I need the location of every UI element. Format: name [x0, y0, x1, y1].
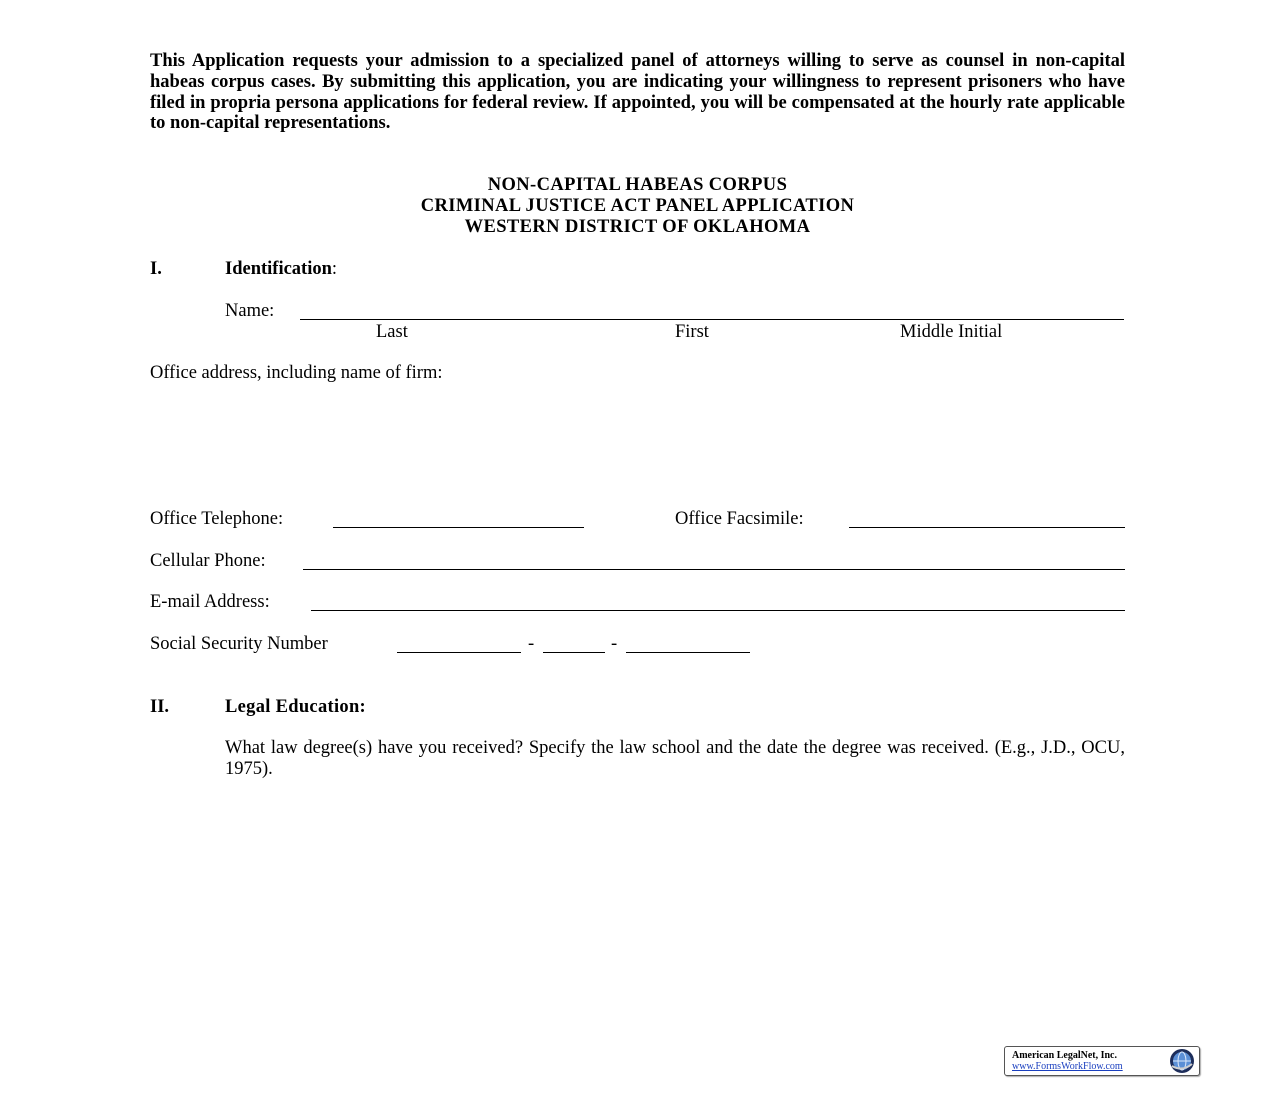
- section-2-number: II.: [150, 697, 170, 717]
- office-fax-label: Office Facsimile:: [675, 509, 804, 529]
- name-input[interactable]: [300, 299, 1124, 320]
- ssn-separator-1: -: [528, 634, 535, 654]
- email-label: E-mail Address:: [150, 592, 270, 612]
- name-sublabel-middle-initial: Middle Initial: [900, 322, 1003, 342]
- globe-icon: [1169, 1048, 1195, 1074]
- ssn-part-1-input[interactable]: [397, 632, 521, 653]
- logo-company-name: American LegalNet, Inc.: [1012, 1050, 1117, 1061]
- form-title-line-2: CRIMINAL JUSTICE ACT PANEL APPLICATION: [420, 195, 855, 216]
- logo-url-link[interactable]: www.FormsWorkFlow.com: [1012, 1061, 1123, 1072]
- form-title-block: [150, 175, 1125, 237]
- legal-education-question: What law degree(s) have you received? Specify the law school and the date the degree was received. (E.g., J.D., OCU, 1975).: [225, 738, 1125, 779]
- office-telephone-label: Office Telephone:: [150, 509, 284, 529]
- form-title-line-1: NON-CAPITAL HABEAS CORPUS: [487, 175, 788, 195]
- office-fax-input[interactable]: [849, 507, 1125, 528]
- section-2-title: Legal Education:: [225, 697, 366, 717]
- section-1-title: Identification: [225, 259, 332, 279]
- ssn-part-3-input[interactable]: [626, 632, 750, 653]
- office-address-input[interactable]: [150, 392, 1129, 506]
- ssn-label: Social Security Number: [150, 634, 328, 654]
- section-1-number: I.: [150, 259, 162, 279]
- american-legalnet-logo[interactable]: [1004, 1046, 1200, 1076]
- ssn-separator-2: -: [611, 634, 618, 654]
- section-1-heading: [225, 259, 337, 280]
- email-input[interactable]: [311, 590, 1125, 611]
- section-1-colon: :: [331, 259, 338, 279]
- ssn-part-2-input[interactable]: [543, 632, 605, 653]
- name-sublabel-first: First: [675, 322, 709, 342]
- name-label: Name:: [225, 301, 275, 321]
- cell-phone-label: Cellular Phone:: [150, 551, 266, 571]
- intro-paragraph: This Application requests your admission to a specialized panel of attorneys willing to serve as counsel in non-capital habeas corpus cases. By submitting this application, you are indicating your willingness to represent prisoners who have filed in propria persona applications for federal review. If appointed, you will be compensated at the hourly rate applicable to non-capital representations.: [150, 51, 1125, 134]
- name-sublabel-last: Last: [376, 322, 408, 342]
- cell-phone-input[interactable]: [303, 549, 1125, 570]
- office-address-label: Office address, including name of firm:: [150, 363, 443, 383]
- legal-education-input[interactable]: [225, 790, 1129, 994]
- form-title-line-3: WESTERN DISTRICT OF OKLAHOMA: [464, 216, 811, 237]
- office-telephone-input[interactable]: [333, 507, 584, 528]
